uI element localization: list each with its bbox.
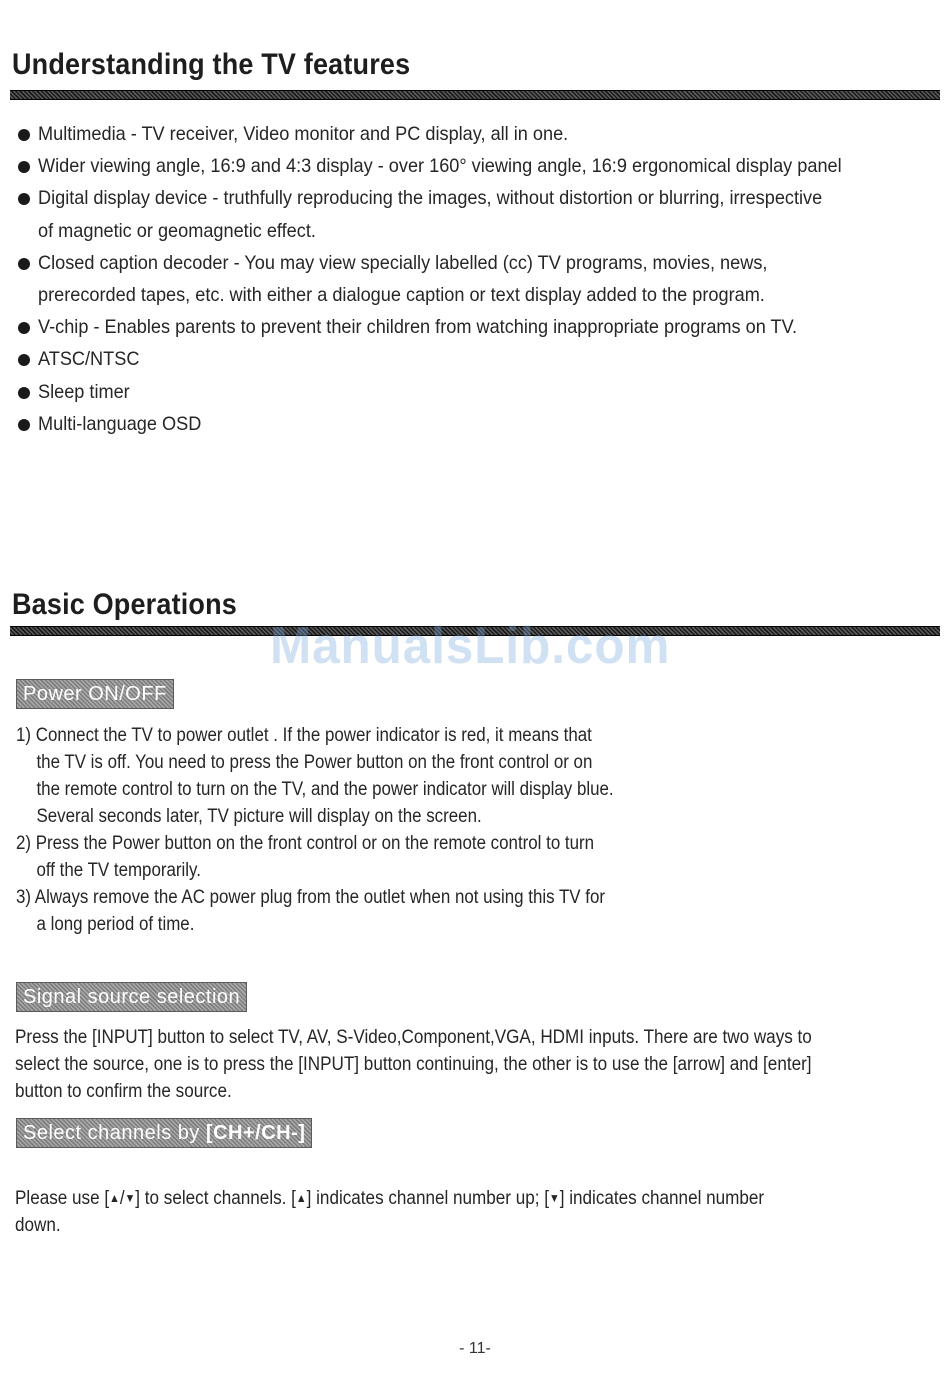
step-text: a long period of time. — [36, 914, 195, 935]
feature-text: Closed caption decoder - You may view specially labelled (cc) TV programs, movies, news, — [38, 251, 768, 274]
feature-item — [16, 118, 936, 150]
step-text: the TV is off. You need to press the Power button on the front control or on — [36, 752, 593, 773]
power-section-label: Power ON/OFF — [16, 679, 174, 709]
step-text: 3) Always remove the AC power plug from the outlet when not using this TV for — [16, 887, 606, 908]
feature-text: Digital display device - truthfully reproducing the images, without distortion or blurring, irrespective — [38, 187, 823, 210]
down-arrow-icon: ▼ — [124, 1191, 136, 1205]
label-prefix: Select channels by — [23, 1122, 206, 1144]
text-fragment: ] to select channels. [ — [135, 1188, 296, 1209]
paragraph-line: button to confirm the source. — [15, 1081, 232, 1102]
section-title-features: Understanding the TV features — [12, 48, 411, 81]
title-rule — [10, 90, 940, 100]
watermark: ManualsLib.com — [270, 617, 671, 675]
section-title-basic-operations: Basic Operations — [12, 588, 237, 621]
feature-item — [16, 408, 936, 440]
text-fragment: Please use [ — [15, 1188, 110, 1209]
feature-text: Sleep timer — [38, 380, 130, 403]
bullet-dot-icon — [18, 387, 30, 399]
feature-text: ATSC/NTSC — [38, 348, 140, 371]
label-keys: [CH+/CH-] — [205, 1122, 306, 1144]
feature-text: Multi-language OSD — [38, 412, 202, 435]
up-arrow-icon: ▲ — [109, 1191, 120, 1205]
channels-paragraph — [15, 1185, 847, 1239]
step-text: 2) Press the Power button on the front control or on the remote control to turn — [16, 833, 595, 854]
signal-paragraph — [15, 1024, 900, 1105]
feature-item — [16, 311, 936, 343]
text-fragment: ] indicates channel number — [559, 1188, 765, 1209]
down-arrow-icon: ▼ — [549, 1191, 560, 1205]
feature-item — [16, 343, 936, 375]
feature-text-continued: of magnetic or geomagnetic effect. — [38, 219, 316, 242]
bullet-dot-icon — [18, 193, 30, 205]
bullet-dot-icon — [18, 129, 30, 141]
power-step — [16, 884, 688, 938]
feature-item — [16, 182, 936, 246]
page-number: - 11- — [459, 1340, 491, 1357]
power-step — [16, 830, 688, 884]
channels-section-label — [16, 1118, 312, 1148]
step-text: off the TV temporarily. — [36, 860, 201, 881]
signal-section-label: Signal source selection — [16, 982, 247, 1012]
feature-item — [16, 150, 936, 182]
feature-item — [16, 247, 936, 311]
bullet-dot-icon — [18, 354, 30, 366]
feature-text: Wider viewing angle, 16:9 and 4:3 display - over 160° viewing angle, 16:9 ergonomical display panel — [38, 155, 842, 178]
step-text: 1) Connect the TV to power outlet . If the power indicator is red, it means that — [16, 725, 592, 746]
up-arrow-icon: ▲ — [295, 1191, 307, 1205]
bullet-dot-icon — [18, 258, 30, 270]
feature-item — [16, 376, 936, 408]
bullet-dot-icon — [18, 419, 30, 431]
features-list — [16, 118, 936, 440]
power-step — [16, 722, 688, 830]
step-text: Several seconds later, TV picture will display on the screen. — [36, 806, 482, 827]
feature-text-continued: prerecorded tapes, etc. with either a dialogue caption or text display added to the program. — [38, 284, 765, 307]
power-steps-list — [16, 722, 688, 938]
paragraph-line: select the source, one is to press the [INPUT] button continuing, the other is to use the [arrow] and [enter] — [15, 1054, 812, 1075]
bullet-dot-icon — [18, 161, 30, 173]
text-fragment: ] indicates channel number up; [ — [306, 1188, 550, 1209]
paragraph-line — [15, 1185, 764, 1212]
feature-text: V-chip - Enables parents to prevent their children from watching inappropriate programs on TV. — [38, 316, 798, 339]
paragraph-line: Press the [INPUT] button to select TV, AV, S-Video,Component,VGA, HDMI inputs. There are two ways to — [15, 1027, 812, 1048]
text-fragment: / — [119, 1188, 125, 1209]
step-text: the remote control to turn on the TV, and the power indicator will display blue. — [36, 779, 614, 800]
paragraph-line: down. — [15, 1215, 61, 1236]
feature-text: Multimedia - TV receiver, Video monitor and PC display, all in one. — [38, 123, 569, 145]
bullet-dot-icon — [18, 322, 30, 334]
